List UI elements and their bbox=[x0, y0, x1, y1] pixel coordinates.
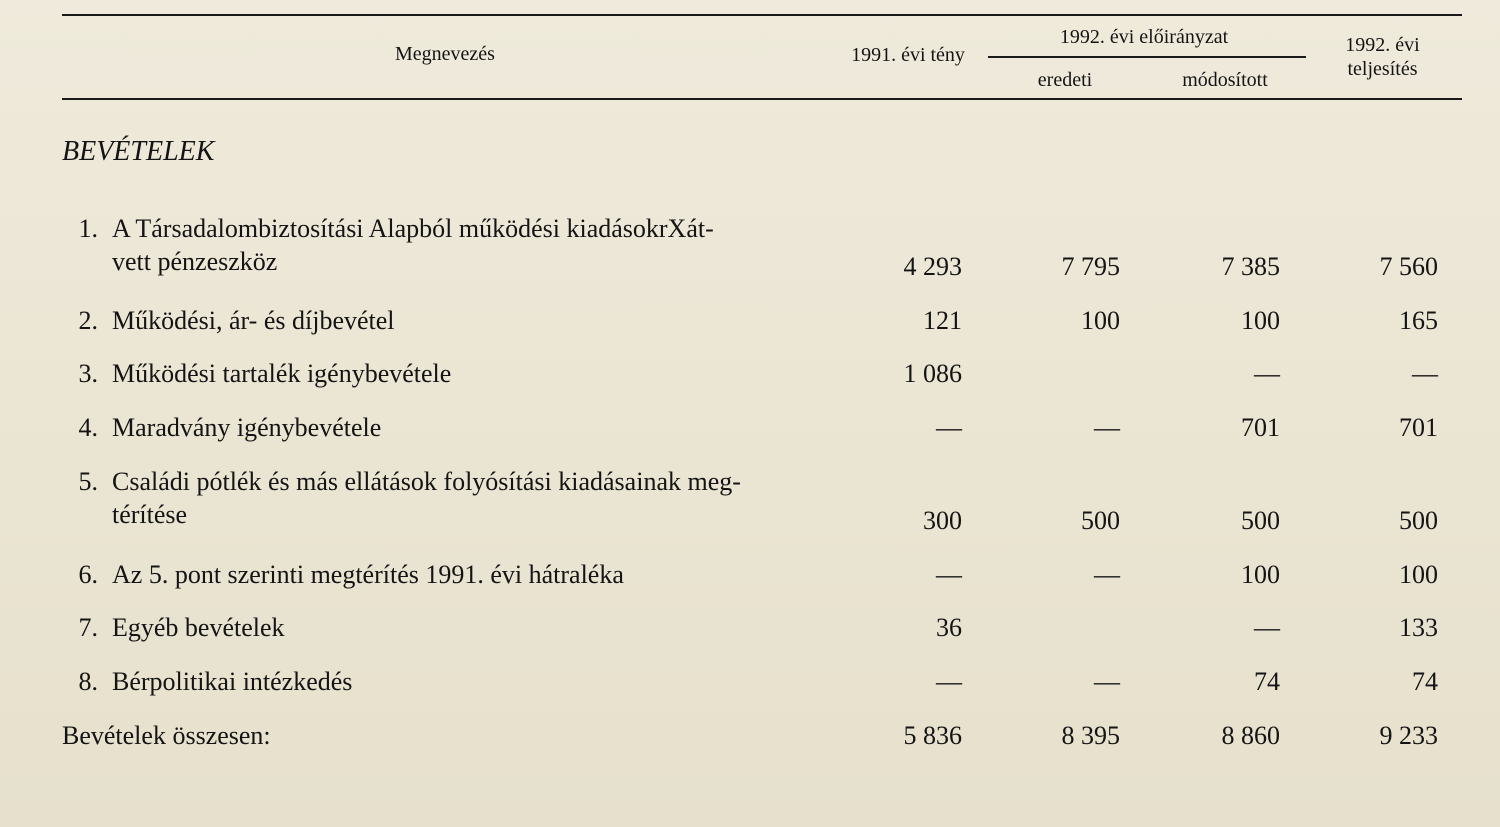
cell-teljesites: 133 bbox=[1399, 613, 1438, 642]
row-label: Működési tartalék igénybevétele bbox=[112, 359, 452, 388]
header-bottom-rule bbox=[62, 98, 1462, 100]
cell-modositott: — bbox=[1254, 613, 1280, 642]
row-label-line2: vett pénzeszköz bbox=[112, 247, 278, 276]
row-number: 2. bbox=[78, 306, 98, 335]
header-group-underline bbox=[988, 56, 1306, 58]
row-label-line1: Családi pótlék és más ellátások folyósítási kiadásainak meg- bbox=[112, 467, 741, 496]
row-number: 4. bbox=[78, 413, 98, 442]
cell-eredeti: — bbox=[1094, 560, 1120, 589]
header-1992-eloiranyzat: 1992. évi előirányzat bbox=[1059, 26, 1229, 48]
cell-eredeti: 500 bbox=[1081, 506, 1120, 535]
cell-1991: 300 bbox=[923, 506, 962, 535]
header-1991-teny: 1991. évi tény bbox=[851, 44, 965, 66]
row-number: 3. bbox=[78, 359, 98, 388]
row-number: 1. bbox=[78, 214, 98, 243]
row-label: Bérpolitikai intézkedés bbox=[112, 667, 353, 696]
cell-1991: — bbox=[936, 667, 962, 696]
cell-1991: 36 bbox=[936, 613, 962, 642]
total-modositott: 8 860 bbox=[1221, 721, 1280, 750]
cell-teljesites: 500 bbox=[1399, 506, 1438, 535]
header-teljesites-line1: 1992. évi bbox=[1345, 34, 1420, 56]
cell-1991: 4 293 bbox=[903, 252, 962, 281]
cell-modositott: 500 bbox=[1241, 506, 1280, 535]
row-number: 8. bbox=[78, 667, 98, 696]
header-teljesites-line2: teljesítés bbox=[1347, 58, 1418, 80]
row-label-line2: térítése bbox=[112, 500, 188, 529]
section-title: BEVÉTELEK bbox=[62, 136, 215, 167]
cell-teljesites: — bbox=[1412, 359, 1438, 388]
cell-teljesites: 165 bbox=[1399, 306, 1438, 335]
header-megnevezes: Megnevezés bbox=[395, 43, 495, 65]
cell-eredeti: 100 bbox=[1081, 306, 1120, 335]
header-eredeti: eredeti bbox=[1037, 69, 1093, 91]
cell-teljesites: 7 560 bbox=[1379, 252, 1438, 281]
cell-eredeti: 7 795 bbox=[1061, 252, 1120, 281]
cell-teljesites: 74 bbox=[1412, 667, 1438, 696]
row-label: Az 5. pont szerinti megtérítés 1991. évi hátraléka bbox=[112, 560, 624, 589]
total-eredeti: 8 395 bbox=[1061, 721, 1120, 750]
cell-modositott: 100 bbox=[1241, 560, 1280, 589]
cell-1991: — bbox=[936, 560, 962, 589]
table-top-rule bbox=[62, 14, 1462, 16]
cell-1991: 121 bbox=[923, 306, 962, 335]
cell-1991: — bbox=[936, 413, 962, 442]
row-number: 6. bbox=[78, 560, 98, 589]
row-label: Egyéb bevételek bbox=[112, 613, 285, 642]
total-1991: 5 836 bbox=[903, 721, 962, 750]
cell-teljesites: 701 bbox=[1399, 413, 1438, 442]
cell-1991: 1 086 bbox=[903, 359, 962, 388]
header-modositott: módosított bbox=[1182, 69, 1268, 91]
row-number: 5. bbox=[78, 467, 98, 496]
row-label-line1: A Társadalombiztosítási Alapból működési kiadásokrXát- bbox=[112, 214, 714, 243]
total-label: Bevételek összesen: bbox=[62, 721, 271, 750]
cell-modositott: 7 385 bbox=[1221, 252, 1280, 281]
row-label: Maradvány igénybevétele bbox=[112, 413, 382, 442]
cell-modositott: 701 bbox=[1241, 413, 1280, 442]
cell-modositott: 74 bbox=[1254, 667, 1280, 696]
cell-teljesites: 100 bbox=[1399, 560, 1438, 589]
cell-modositott: 100 bbox=[1241, 306, 1280, 335]
cell-eredeti: — bbox=[1094, 413, 1120, 442]
cell-modositott: — bbox=[1254, 359, 1280, 388]
row-number: 7. bbox=[78, 613, 98, 642]
cell-eredeti: — bbox=[1094, 667, 1120, 696]
row-label: Működési, ár- és díjbevétel bbox=[112, 306, 395, 335]
total-teljesites: 9 233 bbox=[1379, 721, 1438, 750]
